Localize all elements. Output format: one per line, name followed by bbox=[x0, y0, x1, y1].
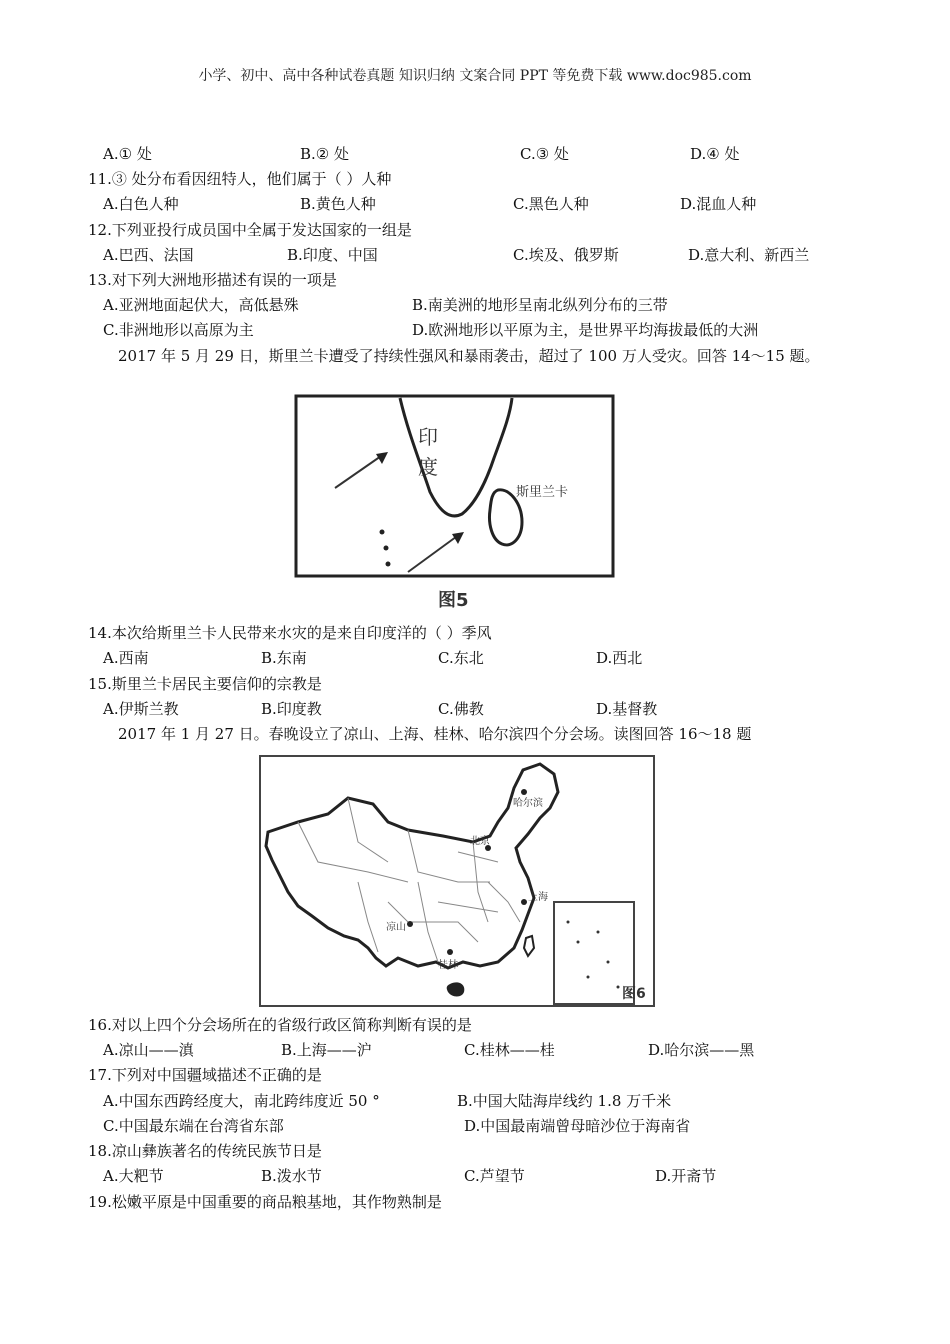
q12-option-c: C.埃及、俄罗斯 bbox=[513, 246, 619, 264]
q11-stem: 11.③ 处分布看因纽特人，他们属于（ ）人种 bbox=[88, 170, 392, 188]
q12-stem: 12.下列亚投行成员国中全属于发达国家的一组是 bbox=[88, 221, 412, 239]
label-india-1: 印 bbox=[418, 425, 438, 449]
q10-option-c: C.③ 处 bbox=[520, 145, 569, 163]
q14-option-d: D.西北 bbox=[596, 649, 643, 667]
island-dot bbox=[380, 530, 385, 535]
figure-6-map bbox=[258, 752, 658, 1010]
marker-harbin bbox=[521, 789, 527, 795]
q15-option-b: B.印度教 bbox=[261, 700, 322, 718]
q16-option-b: B.上海——沪 bbox=[281, 1041, 372, 1059]
figure-5-caption: 图5 bbox=[438, 590, 469, 611]
q14-option-c: C.东北 bbox=[438, 649, 484, 667]
label-sri-lanka: 斯里兰卡 bbox=[516, 485, 569, 500]
q18-option-d: D.开斋节 bbox=[655, 1167, 717, 1185]
island-dot bbox=[587, 976, 590, 979]
label-shanghai: 上海 bbox=[528, 892, 548, 903]
q12-option-b: B.印度、中国 bbox=[287, 246, 378, 264]
q12-option-d: D.意大利、新西兰 bbox=[688, 246, 810, 264]
label-beijing: 北京 bbox=[470, 836, 490, 847]
q15-stem: 15.斯里兰卡居民主要信仰的宗教是 bbox=[88, 675, 322, 693]
q10-option-a: A.① 处 bbox=[103, 145, 152, 163]
q13-stem: 13.对下列大洲地形描述有误的一项是 bbox=[88, 271, 337, 289]
q17-option-a: A.中国东西跨经度大，南北跨纬度近 50 ° bbox=[103, 1092, 380, 1110]
q18-option-b: B.泼水节 bbox=[261, 1167, 322, 1185]
marker-shanghai bbox=[521, 899, 527, 905]
label-harbin: 哈尔滨 bbox=[513, 798, 543, 809]
marker-liangshan bbox=[407, 921, 413, 927]
q10-option-d: D.④ 处 bbox=[690, 145, 740, 163]
label-guilin: 桂林 bbox=[438, 960, 458, 971]
q17-stem: 17.下列对中国疆域描述不正确的是 bbox=[88, 1066, 322, 1084]
figure-5-map bbox=[290, 392, 620, 614]
figure-6-caption: 图6 bbox=[622, 986, 646, 1002]
island-dot bbox=[597, 931, 600, 934]
q12-option-a: A.巴西、法国 bbox=[103, 246, 194, 264]
island-dot bbox=[567, 921, 570, 924]
marker-guilin bbox=[447, 949, 453, 955]
q13-option-b: B.南美洲的地形呈南北纵列分布的三带 bbox=[412, 296, 668, 314]
island-dot bbox=[577, 941, 580, 944]
q11-option-b: B.黄色人种 bbox=[300, 195, 376, 213]
island-dot bbox=[607, 961, 610, 964]
q18-stem: 18.凉山彝族著名的传统民族节日是 bbox=[88, 1142, 322, 1160]
q17-option-d: D.中国最南端曾母暗沙位于海南省 bbox=[464, 1117, 691, 1135]
q14-option-a: A.西南 bbox=[103, 649, 149, 667]
intro-q14-15: 2017 年 5 月 29 日，斯里兰卡遭受了持续性强风和暴雨袭击，超过了 100 万人受灾。回答 14～15 题。 bbox=[118, 347, 820, 365]
intro-q16-18: 2017 年 1 月 27 日。春晚设立了凉山、上海、桂林、哈尔滨四个分会场。读图回答 16～18 题 bbox=[118, 725, 752, 743]
q14-option-b: B.东南 bbox=[261, 649, 307, 667]
q15-option-d: D.基督教 bbox=[596, 700, 658, 718]
q17-option-b: B.中国大陆海岸线约 1.8 万千米 bbox=[457, 1092, 672, 1110]
q17-option-c: C.中国最东端在台湾省东部 bbox=[103, 1117, 284, 1135]
q16-option-a: A.凉山——滇 bbox=[103, 1041, 194, 1059]
q13-option-c: C.非洲地形以高原为主 bbox=[103, 321, 254, 339]
q16-stem: 16.对以上四个分会场所在的省级行政区简称判断有误的是 bbox=[88, 1016, 472, 1034]
label-india-2: 度 bbox=[418, 455, 438, 479]
island-dot bbox=[384, 546, 389, 551]
q14-stem: 14.本次给斯里兰卡人民带来水灾的是来自印度洋的（ ）季风 bbox=[88, 624, 492, 642]
q18-option-a: A.大粑节 bbox=[103, 1167, 164, 1185]
label-liangshan: 凉山 bbox=[386, 922, 406, 933]
q13-option-d: D.欧洲地形以平原为主，是世界平均海拔最低的大洲 bbox=[412, 321, 759, 339]
q11-option-a: A.白色人种 bbox=[103, 195, 179, 213]
q19-stem: 19.松嫩平原是中国重要的商品粮基地，其作物熟制是 bbox=[88, 1193, 442, 1211]
q16-option-d: D.哈尔滨——黑 bbox=[648, 1041, 755, 1059]
island-dot bbox=[386, 562, 391, 567]
q15-option-c: C.佛教 bbox=[438, 700, 484, 718]
q13-option-a: A.亚洲地面起伏大，高低悬殊 bbox=[103, 296, 299, 314]
q11-option-d: D.混血人种 bbox=[680, 195, 757, 213]
q11-option-c: C.黑色人种 bbox=[513, 195, 589, 213]
q10-option-b: B.② 处 bbox=[300, 145, 350, 163]
q15-option-a: A.伊斯兰教 bbox=[103, 700, 179, 718]
page-header: 小学、初中、高中各种试卷真题 知识归纳 文案合同 PPT 等免费下载 www.doc985.com bbox=[198, 68, 752, 84]
q16-option-c: C.桂林——桂 bbox=[464, 1041, 555, 1059]
q18-option-c: C.芦望节 bbox=[464, 1167, 525, 1185]
island-dot bbox=[617, 986, 620, 989]
